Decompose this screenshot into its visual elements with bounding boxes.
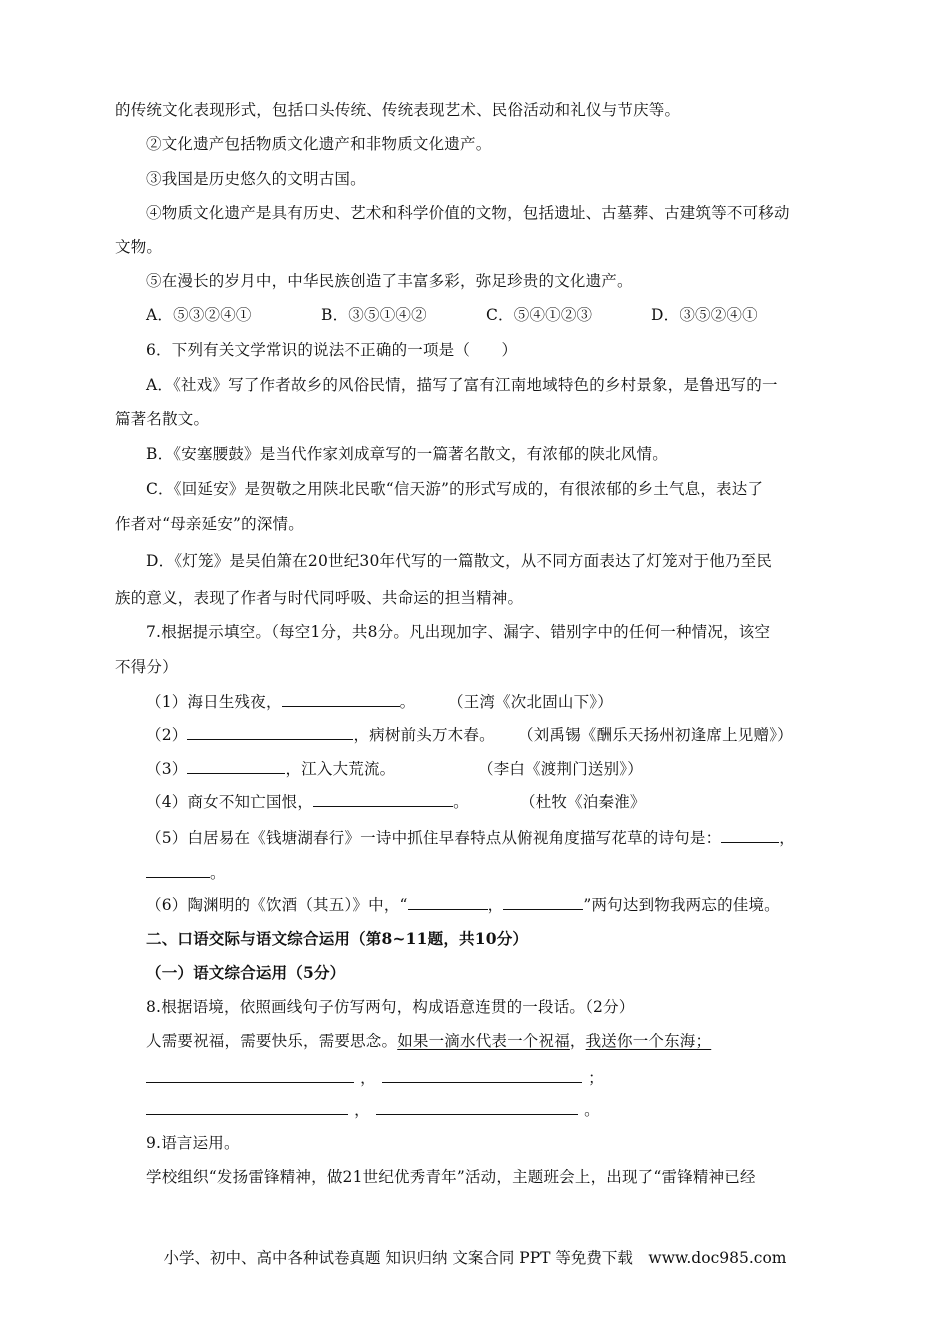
q8-sep-2: ； bbox=[588, 1069, 604, 1087]
q8-blank-1[interactable] bbox=[146, 1068, 354, 1083]
q7-item-5-blank-1[interactable] bbox=[721, 828, 779, 843]
q7-item-2-label: （2） bbox=[146, 726, 188, 744]
q7-item-5 bbox=[146, 828, 795, 848]
q8-underlined-1: 如果一滴水代表一个祝福 bbox=[397, 1032, 570, 1050]
q7-item-3-blank[interactable] bbox=[187, 759, 285, 774]
q6-option-a-line1[interactable]: A．《社戏》写了作者故乡的风俗民情，描写了富有江南地域特色的乡村景象，是鲁迅写的一 bbox=[146, 376, 778, 394]
q8-blank-3[interactable] bbox=[146, 1100, 348, 1115]
q8-end: 。 bbox=[584, 1101, 600, 1119]
q7-item-3 bbox=[146, 759, 395, 779]
q7-item-1-source: （王湾《次北固山下》） bbox=[448, 693, 613, 711]
q5-sentence-4a: ④物质文化遗产是具有历史、艺术和科学价值的文物，包括遗址、古墓葬、古建筑等不可移动 bbox=[146, 204, 790, 222]
q8-blank-2[interactable] bbox=[382, 1068, 582, 1083]
q5-options bbox=[146, 305, 758, 325]
q6-option-b[interactable]: B．《安塞腰鼓》是当代作家刘成章写的一篇著名散文，有浓郁的陕北风情。 bbox=[146, 445, 668, 463]
section-2-heading: 二、口语交际与语文综合运用（第8~11题，共10分） bbox=[146, 929, 529, 948]
q7-stem-line2: 不得分） bbox=[115, 658, 178, 676]
q7-item-6-comma: ， bbox=[487, 896, 504, 914]
q7-item-6-blank-1[interactable] bbox=[408, 895, 488, 910]
q7-item-1-end: 。 bbox=[399, 693, 416, 711]
q7-item-1-text: （1）海日生残夜， bbox=[146, 693, 282, 711]
q8-context-text: 人需要祝福，需要快乐，需要思念。 bbox=[146, 1032, 398, 1050]
q8-answer-line-1 bbox=[146, 1068, 610, 1088]
q5-option-a[interactable]: A．⑤③②④① bbox=[146, 306, 252, 324]
q7-item-1 bbox=[146, 692, 415, 712]
q6-option-d-line1[interactable]: D．《灯笼》是吴伯箫在20世纪30年代写的一篇散文，从不同方面表达了灯笼对于他乃至民 bbox=[146, 552, 773, 570]
q5-sentence-4b: 文物。 bbox=[115, 238, 163, 256]
q7-item-2-source: （刘禹锡《酬乐天扬州初逢席上见赠》） bbox=[518, 726, 793, 744]
q7-stem-line1: 7.根据提示填空。（每空1分，共8分。凡出现加字、漏字、错别字中的任何一种情况，该空 bbox=[146, 623, 771, 641]
q7-item-4-blank[interactable] bbox=[313, 792, 453, 807]
q7-item-6 bbox=[146, 895, 780, 915]
q8-blank-4[interactable] bbox=[376, 1100, 578, 1115]
q8-sep-3: ， bbox=[354, 1101, 370, 1119]
q7-item-1-blank[interactable] bbox=[282, 692, 400, 707]
q6-option-c-line1[interactable]: C．《回延安》是贺敬之用陕北民歌“信天游”的形式写成的，有很浓郁的乡土气息，表达了 bbox=[146, 480, 764, 498]
q7-item-5-blank-2[interactable] bbox=[146, 863, 210, 878]
q7-item-4-end: 。 bbox=[453, 793, 469, 811]
q8-underlined-2: 我送你一个东海； bbox=[585, 1032, 712, 1050]
q7-item-2-text: ，病树前头万木春。 bbox=[353, 726, 495, 744]
q5-sentence-2: ②文化遗产包括物质文化遗产和非物质文化遗产。 bbox=[146, 135, 492, 153]
q7-item-6-blank-2[interactable] bbox=[503, 895, 583, 910]
q8-answer-line-2 bbox=[146, 1100, 606, 1120]
q9-text: 学校组织“发扬雷锋精神，做21世纪优秀青年”活动，主题班会上，出现了“雷锋精神已经 bbox=[146, 1168, 756, 1186]
q7-item-2 bbox=[146, 725, 495, 745]
q7-item-4 bbox=[146, 792, 469, 812]
q6-option-d-line2[interactable]: 族的意义，表现了作者与时代同呼吸、共命运的担当精神。 bbox=[115, 589, 524, 607]
q7-item-2-blank[interactable] bbox=[187, 725, 353, 740]
q5-option-b[interactable]: B．③⑤①④② bbox=[321, 306, 427, 324]
q7-item-3-source: （李白《渡荆门送别》） bbox=[478, 760, 643, 778]
q6-stem: 6．下列有关文学常识的说法不正确的一项是（ ） bbox=[146, 341, 518, 359]
q7-item-6-tail: ”两句达到物我两忘的佳境。 bbox=[583, 896, 780, 914]
q5-sentence-3: ③我国是历史悠久的文明古国。 bbox=[146, 170, 366, 188]
q7-item-4-source: （杜牧《泊秦淮》 bbox=[520, 793, 646, 811]
q7-item-5-line2 bbox=[146, 863, 226, 883]
q5-option-c[interactable]: C．⑤④①②③ bbox=[486, 306, 593, 324]
q8-stem: 8.根据语境，依照画线句子仿写两句，构成语意连贯的一段话。（2分） bbox=[146, 998, 635, 1016]
q5-line-0: 的传统文化表现形式，包括口头传统、传统表现艺术、民俗活动和礼仪与节庆等。 bbox=[115, 101, 681, 119]
q8-context bbox=[146, 1031, 711, 1051]
q7-item-5-end: 。 bbox=[210, 864, 226, 882]
q7-item-5-text: （5）白居易在《钱塘湖春行》一诗中抓住早春特点从俯视角度描写花草的诗句是： bbox=[146, 829, 722, 847]
q9-stem: 9.语言运用。 bbox=[146, 1134, 240, 1152]
q8-context-comma: ， bbox=[569, 1032, 586, 1050]
q8-sep-1: ， bbox=[360, 1069, 376, 1087]
q6-option-a-line2[interactable]: 篇著名散文。 bbox=[115, 410, 210, 428]
page-footer[interactable]: 小学、初中、高中各种试卷真题 知识归纳 文案合同 PPT 等免费下载 www.doc985.com bbox=[163, 1249, 787, 1267]
q7-item-3-label: （3） bbox=[146, 760, 188, 778]
q5-sentence-5: ⑤在漫长的岁月中，中华民族创造了丰富多彩，弥足珍贵的文化遗产。 bbox=[146, 272, 633, 290]
section-2-subheading: （一）语文综合运用（5分） bbox=[146, 963, 346, 982]
q5-option-d[interactable]: D．③⑤②④① bbox=[651, 306, 758, 324]
q7-item-6-text: （6）陶渊明的《饮酒（其五）》中，“ bbox=[146, 896, 408, 914]
q7-item-4-text: （4）商女不知亡国恨， bbox=[146, 793, 314, 811]
q6-option-c-line2[interactable]: 作者对“母亲延安”的深情。 bbox=[115, 515, 304, 533]
q7-item-5-comma: ， bbox=[779, 829, 795, 847]
q7-item-3-text: ，江入大荒流。 bbox=[285, 760, 396, 778]
